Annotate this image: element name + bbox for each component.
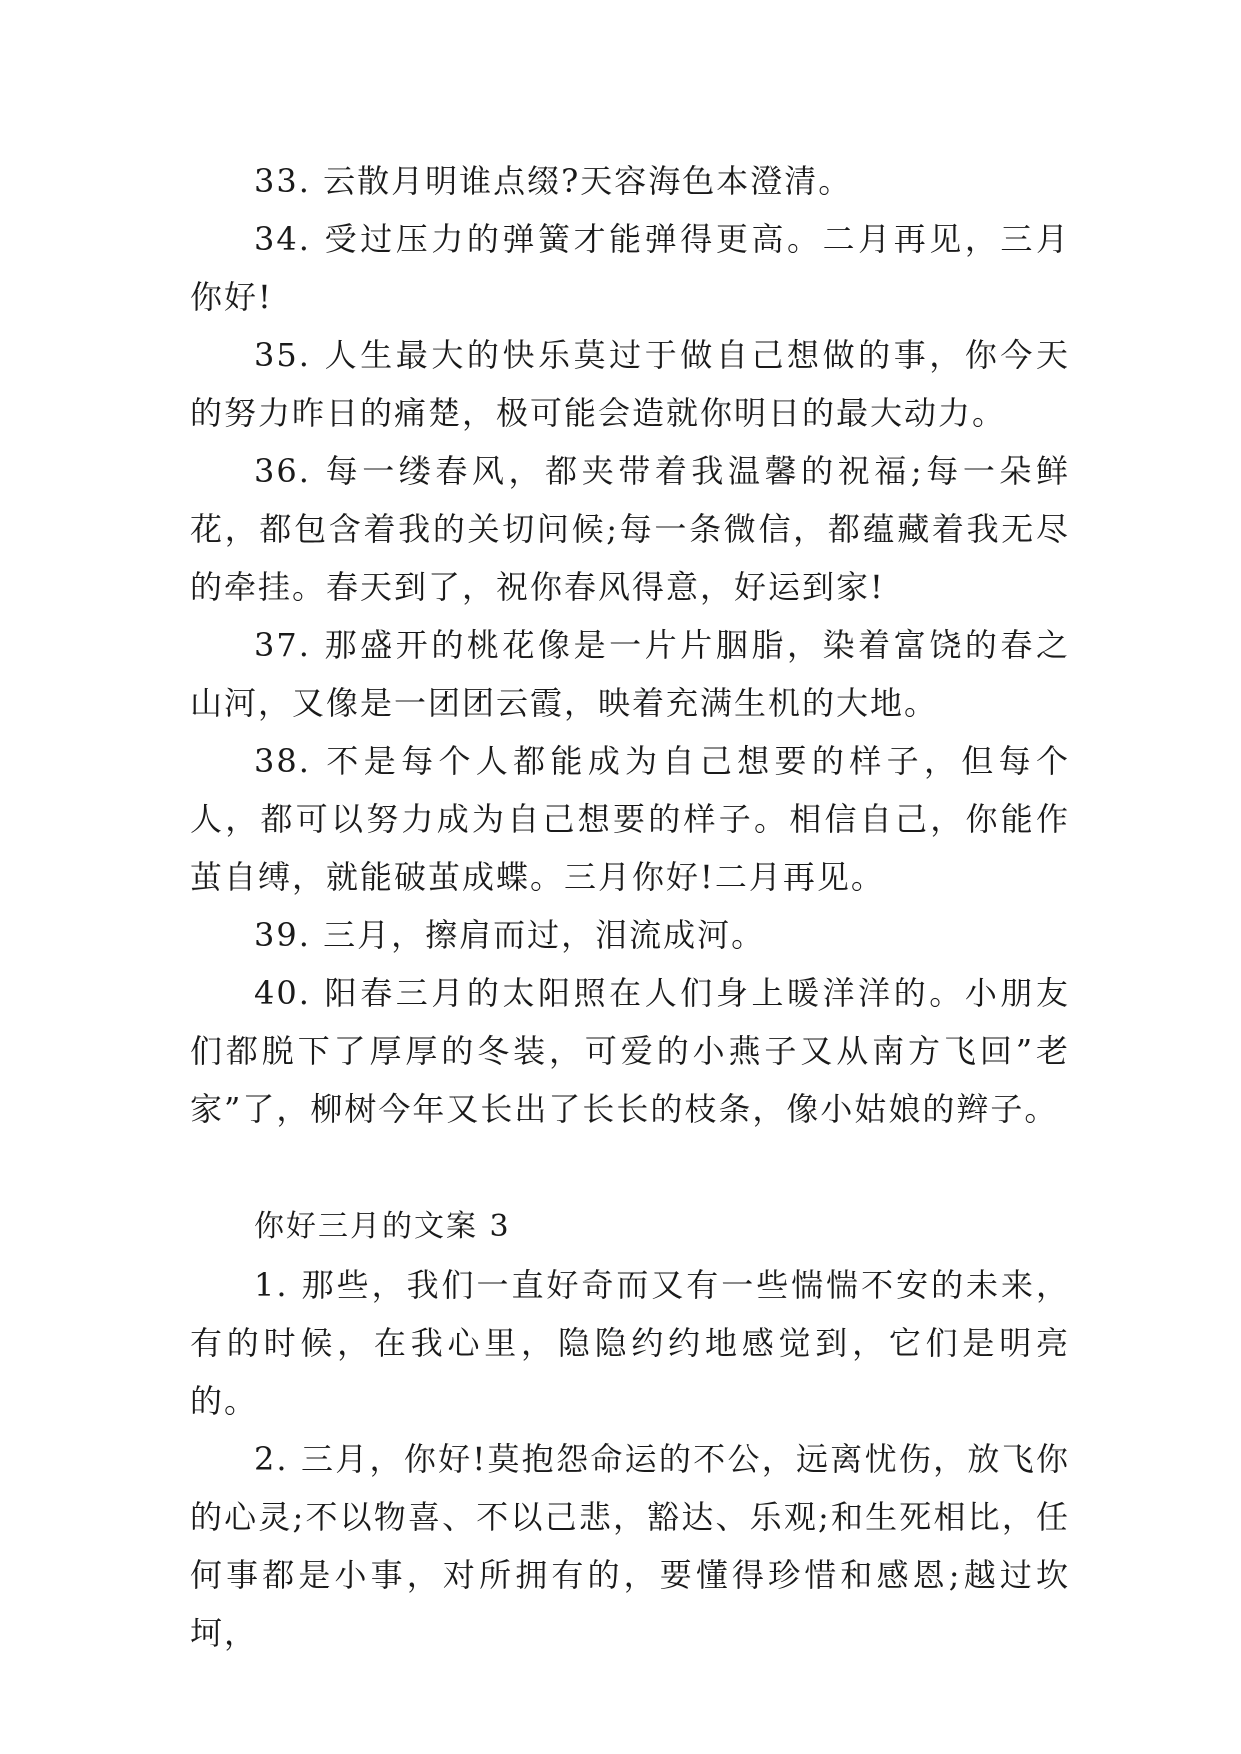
list-item-40: 40. 阳春三月的太阳照在人们身上暖洋洋的。小朋友们都脱下了厚厚的冬装，可爱的小燕子又从南方飞回”老家”了，柳树今年又长出了长长的枝条，像小姑娘的辫子。	[190, 974, 1070, 1128]
list-item-35: 35. 人生最大的快乐莫过于做自己想做的事，你今天的努力昨日的痛楚，极可能会造就你明日的最大动力。	[190, 336, 1070, 432]
list-item-1: 1. 那些，我们一直好奇而又有一些惴惴不安的未来，有的时候，在我心里，隐隐约约地感觉到，它们是明亮的。	[190, 1266, 1070, 1420]
list-item-2: 2. 三月，你好!莫抱怨命运的不公，远离忧伤，放飞你的心灵;不以物喜、不以己悲，豁达、乐观;和生死相比，任何事都是小事，对所拥有的，要懂得珍惜和感恩;越过坎坷，	[190, 1440, 1070, 1652]
list-item-36: 36. 每一缕春风，都夹带着我温馨的祝福;每一朵鲜花，都包含着我的关切问候;每一条微信，都蕴藏着我无尽的牵挂。春天到了，祝你春风得意，好运到家!	[190, 452, 1070, 606]
list-item-34: 34. 受过压力的弹簧才能弹得更高。二月再见，三月你好!	[190, 220, 1070, 316]
list-item-37: 37. 那盛开的桃花像是一片片胭脂，染着富饶的春之山河，又像是一团团云霞，映着充满生机的大地。	[190, 626, 1070, 722]
section-heading: 你好三月的文案 3	[254, 1209, 511, 1244]
list-item-33: 33. 云散月明谁点缀?天容海色本澄清。	[254, 162, 853, 200]
list-item-38: 38. 不是每个人都能成为自己想要的样子，但每个人，都可以努力成为自己想要的样子。相信自己，你能作茧自缚，就能破茧成蝶。三月你好!二月再见。	[190, 742, 1070, 896]
list-item-39: 39. 三月，擦肩而过，泪流成河。	[254, 916, 766, 954]
document-body	[190, 152, 1070, 1662]
